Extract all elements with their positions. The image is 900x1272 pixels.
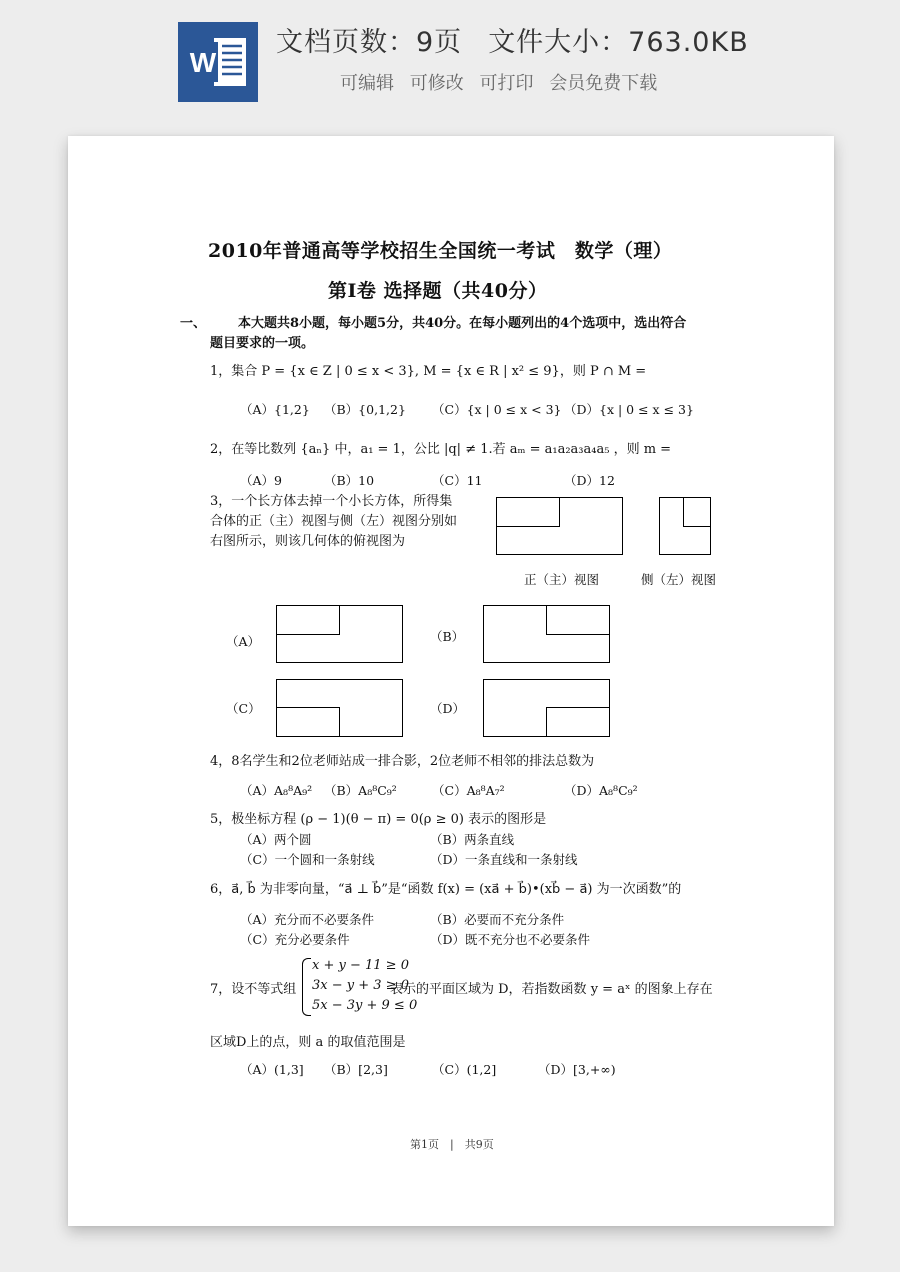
exam-title: 2010年普通高等学校招生全国统一考试 数学（理） [208, 240, 673, 262]
document-page [68, 136, 834, 1226]
q3-option-a-figure [276, 605, 403, 663]
q3-option-b-label: （B） [430, 629, 465, 644]
q3-option-b-figure [483, 605, 610, 663]
q7-option-c: （C）(1,2] [432, 1062, 497, 1077]
q2-option-a: （A）9 [240, 473, 282, 488]
section-number: 一、 [180, 316, 207, 331]
front-view-figure [496, 497, 623, 555]
inequality-2: 3x − y + 3 ≥ 0 [312, 978, 409, 993]
q7-option-b: （B）[2,3] [324, 1062, 388, 1077]
q4-option-c: （C）A₈⁸A₇² [432, 783, 505, 798]
q7-option-a: （A）(1,3] [240, 1062, 304, 1077]
q5-option-d: （D）一条直线和一条射线 [430, 852, 578, 867]
file-size: 文件大小：763.0KB [488, 27, 749, 58]
question-7-suffix: 表示的平面区域为 D，若指数函数 y = aˣ 的图象上存在 [390, 982, 713, 997]
side-view-notch [683, 497, 711, 527]
question-7-prefix: 7，设不等式组 [210, 982, 297, 997]
question-3-line2: 合体的正（主）视图与侧（左）视图分别如 [210, 514, 458, 529]
word-document-icon [178, 22, 258, 102]
page-count: 文档页数：9页 [276, 27, 463, 58]
svg-text:W: W [189, 47, 217, 78]
q4-option-d: （D）A₈⁸C₉² [564, 783, 638, 798]
q1-option-c: （C）{x | 0 ≤ x < 3} [432, 402, 562, 417]
q3-option-c-notch [276, 707, 340, 737]
q4-option-b: （B）A₈⁸C₉² [324, 783, 397, 798]
q4-option-a: （A）A₈⁸A₉² [240, 783, 313, 798]
q1-option-a: （A）{1,2} [240, 402, 310, 417]
inequality-1: x + y − 11 ≥ 0 [312, 958, 409, 973]
q2-option-b: （B）10 [324, 473, 375, 488]
section-instructions-line2: 题目要求的一项。 [210, 336, 315, 351]
q3-option-c-figure [276, 679, 403, 737]
q1-option-b: （B）{0,1,2} [324, 402, 406, 417]
q6-option-c: （C）充分必要条件 [240, 932, 350, 947]
inequality-3: 5x − 3y + 9 ≤ 0 [312, 998, 418, 1013]
feature-modifiable: 可修改 [409, 73, 464, 94]
q3-option-d-figure [483, 679, 610, 737]
question-6-text: 6，a⃗, b⃗ 为非零向量，“a⃗ ⊥ b⃗”是“函数 f(x) = (xa⃗ + b⃗)•(xb⃗ − a⃗) 为一次函数”的 [210, 882, 682, 897]
caption-front-view: 正（主）视图 [524, 572, 600, 587]
question-3-line1: 3，一个长方体去掉一个小长方体，所得集 [210, 494, 453, 509]
header-banner [0, 0, 900, 120]
q3-option-b-notch [546, 605, 610, 635]
question-5-text: 5，极坐标方程 (ρ − 1)(θ − π) = 0(ρ ≥ 0) 表示的图形是 [210, 812, 547, 827]
section-instructions-line1: 本大题共8小题，每小题5分，共40分。在每小题列出的4个选项中，选出符合 [238, 316, 687, 331]
question-4-text: 4，8名学生和2位老师站成一排合影，2位老师不相邻的排法总数为 [210, 754, 595, 769]
q5-option-c: （C）一个圆和一条射线 [240, 852, 375, 867]
q3-option-c-label: （C） [226, 701, 261, 716]
page-footer: 第1页 | 共9页 [410, 1138, 494, 1151]
system-brace [302, 958, 311, 1016]
q5-option-a: （A）两个圆 [240, 832, 312, 847]
feature-list [340, 69, 749, 95]
question-3-line3: 右图所示，则该几何体的俯视图为 [210, 534, 406, 549]
q6-option-b: （B）必要而不充分条件 [430, 912, 565, 927]
question-2-text: 2，在等比数列 {aₙ} 中，a₁ = 1，公比 |q| ≠ 1.若 aₘ = a₁a₂a₃a₄a₅ ，则 m = [210, 442, 672, 457]
q5-option-b: （B）两条直线 [430, 832, 515, 847]
q2-option-d: （D）12 [564, 473, 615, 488]
q6-option-d: （D）既不充分也不必要条件 [430, 932, 591, 947]
question-1-text: 1，集合 P = {x ∈ Z | 0 ≤ x < 3}, M = {x ∈ R | x² ≤ 9}，则 P ∩ M = [210, 364, 647, 379]
q3-option-a-label: （A） [226, 634, 261, 649]
q3-option-a-notch [276, 605, 340, 635]
q1-option-d: （D）{x | 0 ≤ x ≤ 3} [564, 402, 694, 417]
q2-option-c: （C）11 [432, 473, 483, 488]
feature-editable: 可编辑 [340, 73, 394, 94]
question-7-line2: 区域D上的点，则 a 的取值范围是 [210, 1035, 406, 1050]
q3-option-d-label: （D） [430, 701, 466, 716]
exam-subtitle: 第I卷 选择题（共40分） [328, 280, 548, 302]
side-view-figure [659, 497, 711, 555]
caption-side-view: 侧（左）视图 [641, 572, 717, 587]
front-view-notch [496, 497, 560, 527]
q3-option-d-notch [546, 707, 610, 737]
q7-option-d: （D）[3,+∞) [538, 1062, 616, 1077]
q6-option-a: （A）充分而不必要条件 [240, 912, 375, 927]
feature-printable: 可打印 [479, 73, 534, 94]
feature-free-download: 会员免费下载 [549, 73, 658, 94]
